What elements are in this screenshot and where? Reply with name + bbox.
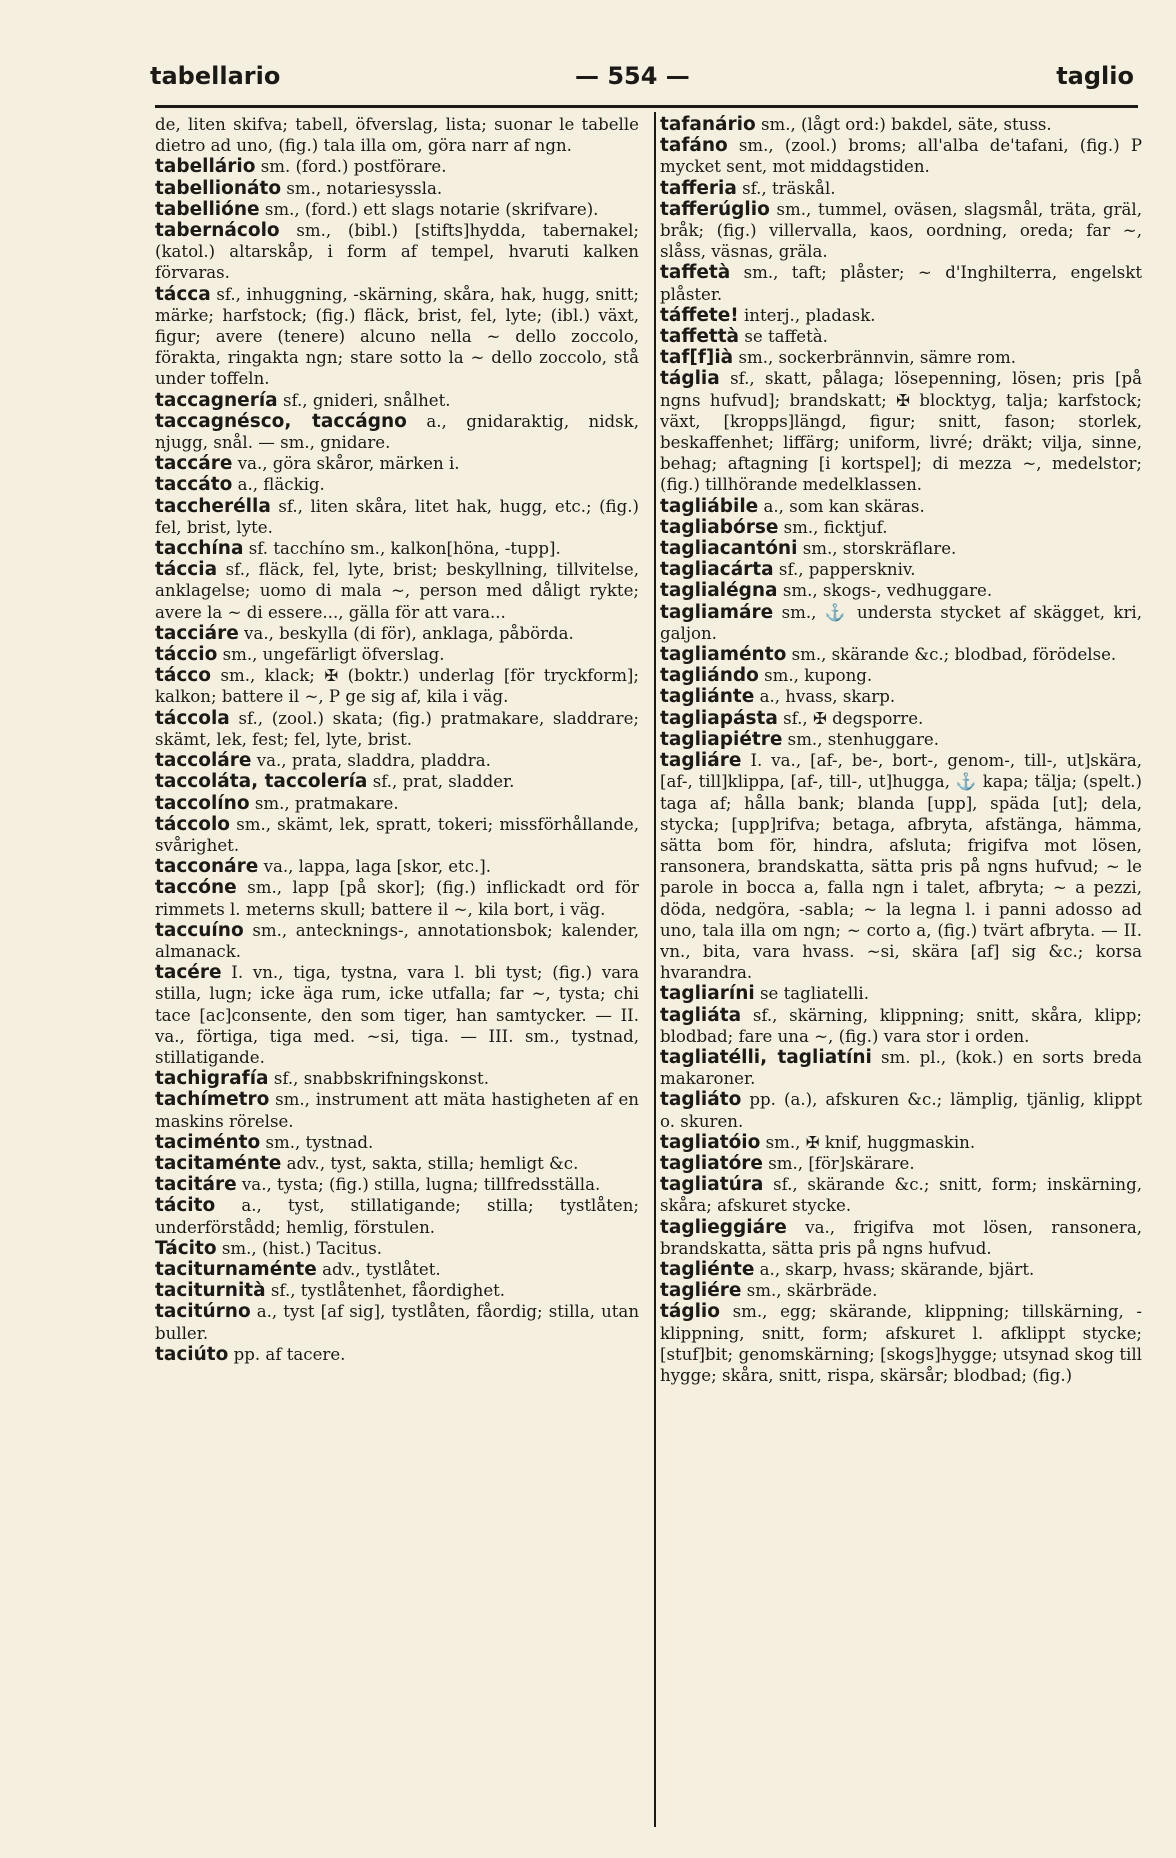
dictionary-entry xyxy=(155,1259,639,1280)
entry-headword: tácco xyxy=(155,665,211,687)
entry-headword: tabellióne xyxy=(155,198,260,220)
entry-definition: a., fläckig. xyxy=(237,475,325,495)
entry-definition: sf., papperskniv. xyxy=(778,560,916,580)
entry-headword: tácito xyxy=(155,1195,216,1217)
dictionary-entry xyxy=(660,1259,1142,1280)
entry-definition: sm., ficktjuf. xyxy=(783,517,888,537)
dictionary-entry xyxy=(660,580,1142,601)
entry-headword: taciturnità xyxy=(155,1280,266,1302)
dictionary-entry xyxy=(660,538,1142,559)
dictionary-entry xyxy=(155,1132,639,1153)
dictionary-entry xyxy=(155,496,639,538)
entry-definition: sf., inhuggning, -skärning, skåra, hak, hugg, snitt; märke; harfstock; (fig.) fläck, brist, fel, lyte; (ibl.) växt, figur; avere (tenere) alcuno nella ~ dello zoccolo, förakta, ringakta ngn; stare sotto la ~ dello zoccolo, stå under toffeln. xyxy=(155,284,639,389)
entry-headword: tacchína xyxy=(155,538,244,560)
entry-headword: tagliaménto xyxy=(660,644,787,666)
dictionary-entry xyxy=(155,771,639,792)
dictionary-entry xyxy=(660,1153,1142,1174)
dictionary-entry xyxy=(660,729,1142,750)
entry-headword: taffettà xyxy=(660,326,740,348)
entry-definition: sm., stenhuggare. xyxy=(787,729,939,749)
dictionary-entry xyxy=(660,517,1142,538)
dictionary-entry xyxy=(660,326,1142,347)
dictionary-entry xyxy=(155,474,639,495)
entry-headword: tagliacantóni xyxy=(660,538,798,560)
entry-headword: tagliáre xyxy=(660,750,742,772)
entry-headword: táffete! xyxy=(660,304,739,326)
entry-headword: tagliáta xyxy=(660,1004,742,1026)
entry-definition: a., som kan skäras. xyxy=(763,496,925,516)
dictionary-entry xyxy=(660,983,1142,1004)
entry-headword: taccoláre xyxy=(155,750,252,772)
entry-definition: va., tysta; (fig.) stilla, lugna; tillfredsställa. xyxy=(241,1175,601,1195)
entry-headword: táccia xyxy=(155,559,218,581)
entry-definition: sm., skämt, lek, spratt, tokeri; missförhållande, svårighet. xyxy=(155,814,639,855)
dictionary-entry xyxy=(660,559,1142,580)
entry-definition: va., prata, sladdra, pladdra. xyxy=(256,751,491,771)
entry-definition: sm., taft; plåster; ~ d'Inghilterra, engelskt plåster. xyxy=(660,263,1142,304)
entry-definition: sm., (zool.) broms; all'alba de'tafani, (fig.) P mycket sent, mot middagstiden. xyxy=(660,136,1142,177)
entry-definition: sm., ✠ knif, huggmaskin. xyxy=(765,1132,976,1152)
entry-headword: taglialégna xyxy=(660,580,778,602)
entry-headword: taglieggiáre xyxy=(660,1216,787,1238)
entry-definition: va., lappa, laga [skor, etc.]. xyxy=(263,857,492,877)
dictionary-entry xyxy=(155,1195,639,1237)
dictionary-entry xyxy=(660,1301,1142,1386)
dictionary-entry xyxy=(155,1238,639,1259)
dictionary-entry xyxy=(155,1280,639,1301)
header-left-guide-word: tabellario xyxy=(150,62,281,90)
dictionary-entry xyxy=(155,708,639,750)
entry-definition: sm., ungefärligt öfverslag. xyxy=(222,645,445,665)
dictionary-entry xyxy=(155,559,639,623)
entry-headword: tácca xyxy=(155,283,211,305)
dictionary-entry xyxy=(660,305,1142,326)
entry-headword: tagliaríni xyxy=(660,983,755,1005)
entry-definition: va., beskylla (di för), anklaga, påbörda. xyxy=(244,623,574,643)
entry-definition: sm., instrument att mäta hastigheten af en maskins rörelse. xyxy=(155,1090,639,1131)
entry-definition: sm., skärbräde. xyxy=(746,1281,878,1301)
dictionary-entry xyxy=(660,135,1142,177)
entry-headword: tachigrafía xyxy=(155,1068,269,1090)
entry-headword: taccáre xyxy=(155,453,233,475)
entry-definition: va., frigifva mot lösen, ransonera, brandskatta, sätta pris på ngns hufvud. xyxy=(660,1217,1142,1258)
entry-headword: taffetà xyxy=(660,262,731,284)
entry-definition: sm., pratmakare. xyxy=(254,793,399,813)
entry-headword: taccherélla xyxy=(155,495,271,517)
entry-headword: tagliapiétre xyxy=(660,728,783,750)
entry-definition: sf., prat, sladder. xyxy=(372,772,515,792)
entry-definition: sm., ⚓ understa stycket af skägget, kri, galjon. xyxy=(660,602,1142,643)
entry-definition: sf., skatt, pålaga; lösepenning, lösen; pris [på ngns hufvud]; brandskatt; ✠ blocktyg, talja; karfstock; växt, [kropps]längd, figur; snitt, fason; storlek, beskaffenhet; liffärg; uniform, livré; dräkt; vilja, sinne, behag; aftagning [i kortspel]; di mezza ~, medelstor; (fig.) tillhörande medelklassen. xyxy=(660,369,1142,495)
entry-definition: sm., skärande &c.; blodbad, förödelse. xyxy=(791,645,1117,665)
dictionary-entry xyxy=(660,644,1142,665)
entry-headword: taf[f]ià xyxy=(660,347,734,369)
entry-definition: sf., snabbskrifningskonst. xyxy=(273,1069,490,1089)
entry-headword: taccuíno xyxy=(155,919,244,941)
dictionary-entry xyxy=(155,665,639,707)
entry-definition: I. vn., tiga, tystna, vara l. bli tyst; (fig.) vara stilla, lugn; icke äga rum, icke utfalla; far ~, tysta; chi tace [ac]consente, den som tiger, han samtycker. — II. va., förtiga, tiga med. ~si, tiga. — III. sm., tystnad, stillatigande. xyxy=(155,963,639,1067)
dictionary-entry xyxy=(660,262,1142,304)
entry-headword: tagliacárta xyxy=(660,559,774,581)
dictionary-entry xyxy=(155,390,639,411)
left-column xyxy=(155,114,639,1365)
entry-headword: tagliáto xyxy=(660,1089,742,1111)
dictionary-entry xyxy=(155,453,639,474)
dictionary-entry xyxy=(155,178,639,199)
dictionary-entry xyxy=(660,1280,1142,1301)
entry-definition: sm., skogs-, vedhuggare. xyxy=(782,581,993,601)
entry-headword: taccagnésco, taccágno xyxy=(155,410,407,432)
entry-headword: tacconáre xyxy=(155,856,259,878)
entry-definition: sm., lapp [på skor]; (fig.) inflickadt ord för rimmets l. meterns skull; battere il ~, kila bort, i väg. xyxy=(155,878,639,919)
dictionary-entry xyxy=(155,962,639,1068)
entry-headword: taciménto xyxy=(155,1131,261,1153)
dictionary-entry xyxy=(155,920,639,962)
entry-definition: sm., kupong. xyxy=(764,666,873,686)
dictionary-entry xyxy=(660,1005,1142,1047)
entry-headword: tafferúglio xyxy=(660,198,770,220)
entry-definition: sm., antecknings-, annotationsbok; kalender, almanack. xyxy=(155,920,639,961)
entry-definition: sm., (bibl.) [stifts]hydda, tabernakel; (katol.) altarskåp, i form af tempel, hvaruti kalken förvaras. xyxy=(155,221,639,283)
entry-headword: tagliatóre xyxy=(660,1152,763,1174)
entry-definition: adv., tystlåtet. xyxy=(322,1259,441,1279)
entry-headword: tacére xyxy=(155,962,222,984)
entry-definition: pp. af tacere. xyxy=(233,1344,346,1364)
entry-headword: tabellário xyxy=(155,156,256,178)
dictionary-entry xyxy=(660,496,1142,517)
entry-headword: tagliándo xyxy=(660,665,759,687)
entry-definition: sm., sockerbrännvin, sämre rom. xyxy=(738,348,1016,368)
entry-definition: sf., fläck, fel, lyte, brist; beskyllning, tillvitelse, anklagelse; uomo di mala ~, person med dåligt rykte; avere la ~ di essere..., gälla för att vara... xyxy=(155,560,639,622)
entry-definition: sm. pl., (kok.) en sorts breda makaroner. xyxy=(660,1047,1142,1089)
dictionary-entry xyxy=(155,538,639,559)
entry-definition: sf., gnideri, snålhet. xyxy=(282,390,451,410)
dictionary-entry xyxy=(155,284,639,390)
dictionary-entry xyxy=(660,368,1142,495)
entry-headword: taccáto xyxy=(155,474,233,496)
header-rule xyxy=(155,105,1138,108)
dictionary-entry xyxy=(155,1174,639,1195)
entry-definition: interj., pladask. xyxy=(743,305,876,325)
entry-headword: táglia xyxy=(660,368,720,390)
dictionary-entry xyxy=(155,814,639,856)
dictionary-entry xyxy=(155,1301,639,1343)
entry-definition: sm., klack; ✠ (boktr.) underlag [för tryckform]; kalkon; battere il ~, P ge sig af, kila i väg. xyxy=(155,666,639,707)
dictionary-entry xyxy=(660,750,1142,983)
dictionary-entry xyxy=(155,750,639,771)
entry-definition: sm. (ford.) postförare. xyxy=(260,157,447,177)
entry-definition: adv., tyst, sakta, stilla; hemligt &c. xyxy=(286,1153,579,1173)
dictionary-entry xyxy=(155,1153,639,1174)
entry-headword: tagliatóio xyxy=(660,1131,761,1153)
running-header xyxy=(150,62,1134,96)
entry-headword: tagliábile xyxy=(660,495,759,517)
entry-headword: tachímetro xyxy=(155,1089,270,1111)
dictionary-entry xyxy=(155,114,639,156)
entry-definition: sm., (lågt ord:) bakdel, säte, stuss. xyxy=(760,115,1052,134)
dictionary-entry xyxy=(155,199,639,220)
entry-definition: a., tyst [af sig], tystlåten, fåordig; stilla, utan buller. xyxy=(155,1302,639,1343)
dictionary-entry xyxy=(660,114,1142,135)
entry-headword: tagliánte xyxy=(660,686,755,708)
entry-headword: tabernácolo xyxy=(155,220,280,242)
entry-headword: tafáno xyxy=(660,135,728,157)
entry-definition: sm., tystnad. xyxy=(265,1132,374,1152)
dictionary-entry xyxy=(660,686,1142,707)
entry-headword: tagliapásta xyxy=(660,707,778,729)
dictionary-entry xyxy=(155,156,639,177)
entry-headword: taccolíno xyxy=(155,792,250,814)
entry-definition: se tagliatelli. xyxy=(760,984,869,1004)
entry-headword: tagliénte xyxy=(660,1258,755,1280)
entry-definition: a., skarp, hvass; skärande, bjärt. xyxy=(759,1259,1035,1279)
entry-headword: tagliatélli, tagliatíni xyxy=(660,1046,872,1068)
entry-headword: táccola xyxy=(155,707,230,729)
entry-headword: tabellionáto xyxy=(155,177,282,199)
entry-definition: sm., notariesyssla. xyxy=(286,178,443,198)
dictionary-entry xyxy=(660,708,1142,729)
entry-definition: se taffetà. xyxy=(744,327,828,347)
entry-headword: tagliére xyxy=(660,1280,742,1302)
dictionary-entry xyxy=(155,1068,639,1089)
entry-definition: sm., tummel, oväsen, slagsmål, träta, gräl, bråk; (fig.) villervalla, kaos, oordning, oreda; far ~, slåss, väsnas, gräla. xyxy=(660,199,1142,262)
dictionary-entry xyxy=(660,1089,1142,1131)
entry-definition: sf., (zool.) skata; (fig.) pratmakare, sladdrare; skämt, lek, fest; fel, lyte, brist. xyxy=(155,708,639,749)
dictionary-entry xyxy=(155,856,639,877)
page-number: — 554 — xyxy=(575,62,690,90)
dictionary-entry xyxy=(155,793,639,814)
entry-definition: sf., skärning, klippning; snitt, skåra, klipp; blodbad; fare una ~, (fig.) vara stor i orden. xyxy=(660,1005,1142,1046)
entry-definition: de, liten skifva; tabell, öfverslag, lista; suonar le tabelle dietro ad uno, (fig.) tala illa om, göra narr af ngn. xyxy=(155,115,639,156)
entry-definition: a., gnidaraktig, nidsk, njugg, snål. — sm., gnidare. xyxy=(155,411,639,453)
entry-definition: sm., (ford.) ett slags notarie (skrifvare). xyxy=(264,199,599,219)
right-column xyxy=(660,114,1142,1386)
dictionary-entry xyxy=(660,178,1142,199)
entry-definition: sf., tystlåtenhet, fåordighet. xyxy=(270,1281,506,1301)
entry-headword: tacciáre xyxy=(155,622,239,644)
entry-definition: sm., egg; skärande, klippning; tillskärning, -klippning, snitt, form; afskuret l. afklippt stycke; [stuf]bit; genomskärning; [skogs]hygge; utsynad skog till hygge; skåra, snitt, rispa, skärsår; blodbad; (fig.) xyxy=(660,1302,1142,1385)
entry-headword: taciturnaménte xyxy=(155,1258,317,1280)
entry-headword: taccoláta, taccolería xyxy=(155,771,368,793)
entry-headword: taciúto xyxy=(155,1343,229,1365)
entry-headword: Tácito xyxy=(155,1237,217,1259)
entry-headword: taccóne xyxy=(155,877,237,899)
dictionary-entry xyxy=(660,602,1142,644)
entry-definition: va., göra skåror, märken i. xyxy=(237,454,460,474)
entry-headword: táglio xyxy=(660,1301,720,1323)
dictionary-entry xyxy=(660,1132,1142,1153)
dictionary-entry xyxy=(660,1047,1142,1089)
entry-definition: pp. (a.), afskuren &c.; lämplig, tjänlig, klippt o. skuren. xyxy=(660,1090,1142,1131)
entry-definition: sm., (hist.) Tacitus. xyxy=(221,1238,383,1258)
dictionary-entry xyxy=(155,877,639,919)
entry-headword: tafanário xyxy=(660,114,756,135)
dictionary-entry xyxy=(660,1217,1142,1259)
entry-headword: táccio xyxy=(155,644,218,666)
entry-definition: sf., skärande &c.; snitt, form; inskärning, skåra; afskuret stycke. xyxy=(660,1175,1142,1216)
entry-headword: tacitaménte xyxy=(155,1152,282,1174)
entry-definition: a., tyst, stillatigande; stilla; tystlåten; underförstådd; hemlig, förstulen. xyxy=(155,1196,639,1237)
entry-definition: sf., träskål. xyxy=(742,178,836,198)
entry-headword: tacitáre xyxy=(155,1174,237,1196)
dictionary-entry xyxy=(155,623,639,644)
entry-definition: sm., storskräflare. xyxy=(802,539,957,559)
header-right-guide-word: taglio xyxy=(1056,62,1134,90)
entry-headword: táccolo xyxy=(155,813,231,835)
entry-definition: sm., [för]skärare. xyxy=(768,1153,915,1173)
entry-definition: sf. tacchíno sm., kalkon[höna, -tupp]. xyxy=(248,539,561,559)
entry-headword: tagliamáre xyxy=(660,601,774,623)
entry-definition: a., hvass, skarp. xyxy=(759,687,896,707)
dictionary-entry xyxy=(155,220,639,284)
entry-headword: tagliabórse xyxy=(660,516,779,538)
entry-headword: tacitúrno xyxy=(155,1301,251,1323)
entry-headword: taccagnería xyxy=(155,389,278,411)
dictionary-entry xyxy=(155,644,639,665)
column-divider xyxy=(654,112,656,1827)
entry-definition: I. va., [af-, be-, bort-, genom-, till-, ut]skära, [af-, till]klippa, [af-, till-, ut]hugga, ⚓ kapa; tälja; (spelt.) taga af; hålla bank; blanda [upp], späda [ut]; dela, stycka; [upp]rifva; betaga, afbryta, afstänga, hämma, sätta bom för, hindra, afsluta; frigifva mot lösen, ransonera, brandskatta, sätta pris på ngns hufvud; ~ le parole in bocca a, falla ngn i talet, afbryta; ~ a pezzi, döda, nedgöra, -sabla; ~ la legna l. i panni adosso ad uno, tala illa om ngn; ~ corto a, (fig.) tvärt afbryta. — II. vn., bita, vara hvass. ~si, skära [af] sig &c.; korsa hvarandra. xyxy=(660,751,1142,983)
dictionary-entry xyxy=(155,411,639,453)
dictionary-entry xyxy=(660,1174,1142,1216)
entry-headword: tafferia xyxy=(660,177,737,199)
entry-definition: sf., liten skåra, litet hak, hugg, etc.; (fig.) fel, brist, lyte. xyxy=(155,496,639,537)
dictionary-entry xyxy=(155,1089,639,1131)
dictionary-entry xyxy=(155,1344,639,1365)
dictionary-entry xyxy=(660,347,1142,368)
dictionary-entry xyxy=(660,199,1142,263)
entry-definition: sf., ✠ degsporre. xyxy=(783,708,924,728)
entry-headword: tagliatúra xyxy=(660,1174,764,1196)
dictionary-entry xyxy=(660,665,1142,686)
